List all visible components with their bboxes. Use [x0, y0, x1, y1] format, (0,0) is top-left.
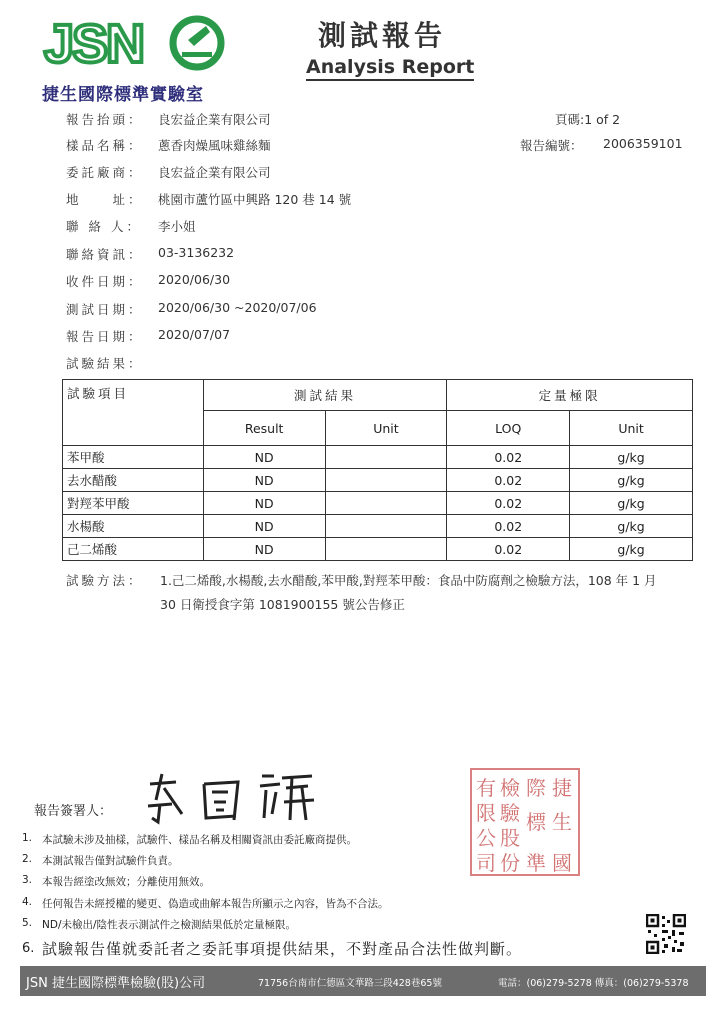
seal-char: 國 — [552, 851, 572, 875]
note-number: 1. — [22, 832, 33, 844]
note-text: ND/未檢出/陰性表示測試件之檢測結果低於定量極限。 — [42, 919, 297, 931]
row-result: ND — [203, 469, 325, 492]
contact-value: 李小姐 — [158, 219, 196, 234]
seal-char: 際 — [526, 776, 546, 800]
sample-value: 蔥香肉燥風味雞絲麵 — [158, 138, 271, 153]
report-number-label: 報告編號： — [520, 138, 583, 153]
note-number: 2. — [22, 853, 33, 865]
client-value: 良宏益企業有限公司 — [158, 165, 271, 180]
seal-char: 準 — [526, 851, 546, 875]
svg-text:JSN: JSN — [44, 14, 144, 74]
seal-char: 司 — [476, 851, 496, 875]
row-loq: 0.02 — [447, 469, 570, 492]
note-text: 任何報告未經授權的變更、偽造或曲解本報告所顯示之內容，皆為不合法。 — [42, 898, 389, 910]
row-unit — [325, 469, 447, 492]
header-value: 良宏益企業有限公司 — [158, 112, 271, 127]
page-number: 頁碼:1 of 2 — [555, 112, 621, 127]
table-row — [63, 446, 693, 469]
row-loq: 0.02 — [447, 515, 570, 538]
col-unit-header: Unit — [325, 411, 447, 446]
row-loq-unit: g/kg — [570, 492, 693, 515]
row-loq-unit: g/kg — [570, 469, 693, 492]
seal-char: 限 — [476, 801, 496, 825]
note-number: 3. — [22, 874, 33, 886]
footer-address: 71756台南市仁德區文華路三段428巷65號 — [258, 978, 442, 989]
company-seal — [470, 768, 580, 876]
col-loq-unit-header: Unit — [570, 411, 693, 446]
note-text: 本測試報告僅對試驗件負責。 — [42, 855, 179, 867]
row-result: ND — [203, 492, 325, 515]
sample-label: 樣品名稱： — [66, 138, 144, 153]
col-limit-group-header: 定量極限 — [447, 380, 693, 411]
col-item-header: 試驗項目 — [63, 380, 204, 446]
results-table — [62, 379, 693, 561]
address-value: 桃園市蘆竹區中興路 120 巷 14 號 — [158, 192, 352, 207]
footer-company: JSN 捷生國際標準檢驗(股)公司 — [26, 976, 206, 991]
table-row — [63, 469, 693, 492]
report-date-value: 2020/07/07 — [158, 327, 231, 342]
test-date-label: 測試日期： — [66, 302, 144, 317]
row-unit — [325, 446, 447, 469]
table-row — [63, 515, 693, 538]
seal-char: 生 — [552, 810, 572, 834]
note-text: 本試驗未涉及抽樣，試驗件、樣品名稱及相關資訊由委託廠商提供。 — [42, 834, 357, 846]
phone-value: 03-3136232 — [158, 245, 235, 260]
table-row — [63, 538, 693, 561]
report-title-en: Analysis Report — [306, 56, 474, 81]
note-text: 本報告經塗改無效；分離使用無效。 — [42, 876, 210, 888]
address-label: 地 址： — [66, 192, 144, 207]
row-result: ND — [203, 515, 325, 538]
row-loq-unit: g/kg — [570, 515, 693, 538]
col-result-group-header: 測試結果 — [203, 380, 447, 411]
row-result: ND — [203, 538, 325, 561]
row-loq-unit: g/kg — [570, 538, 693, 561]
row-loq: 0.02 — [447, 492, 570, 515]
row-loq: 0.02 — [447, 538, 570, 561]
company-logo — [42, 12, 232, 74]
received-label: 收件日期： — [66, 274, 144, 289]
qr-code-icon — [646, 914, 686, 954]
note-number: 5. — [22, 917, 33, 929]
row-unit — [325, 538, 447, 561]
method-line-1: 1.己二烯酸,水楊酸,去水醋酸,苯甲酸,對羥苯甲酸：食品中防腐劑之檢驗方法，108 年 1 月 — [160, 573, 657, 588]
row-loq-unit: g/kg — [570, 446, 693, 469]
row-item: 苯甲酸 — [63, 446, 204, 469]
contact-label: 聯 絡 人： — [66, 219, 142, 234]
seal-char: 檢 — [500, 776, 520, 800]
seal-char: 公 — [476, 826, 496, 850]
header-label: 報告抬頭： — [66, 112, 144, 127]
results-label: 試驗結果： — [66, 356, 144, 371]
row-loq: 0.02 — [447, 446, 570, 469]
report-date-label: 報告日期： — [66, 329, 144, 344]
row-unit — [325, 492, 447, 515]
phone-label: 聯絡資訊： — [66, 247, 144, 262]
received-value: 2020/06/30 — [158, 272, 231, 287]
seal-char: 標 — [526, 810, 546, 834]
client-label: 委託廠商： — [66, 165, 144, 180]
method-line-2: 30 日衛授食字第 1081900155 號公告修正 — [160, 597, 405, 612]
test-date-value: 2020/06/30 ~2020/07/06 — [158, 300, 317, 315]
note-number: 6. — [22, 941, 35, 956]
row-item: 對羥苯甲酸 — [63, 492, 204, 515]
seal-char: 有 — [476, 776, 496, 800]
col-loq-header: LOQ — [447, 411, 570, 446]
lab-name: 捷生國際標準實驗室 — [42, 85, 204, 105]
report-number: 2006359101 — [603, 136, 683, 151]
note-number: 4. — [22, 896, 33, 908]
col-result-header: Result — [203, 411, 325, 446]
footer-contact: 電話：(06)279-5278 傳真：(06)279-5378 — [498, 978, 689, 989]
row-item: 水楊酸 — [63, 515, 204, 538]
footer-bar — [20, 966, 706, 996]
signer-label: 報告簽署人： — [34, 804, 113, 819]
handwritten-signature — [142, 770, 322, 826]
row-unit — [325, 515, 447, 538]
note-text: 試驗報告僅就委託者之委託事項提供結果，不對產品合法性做判斷。 — [42, 940, 523, 958]
seal-char: 捷 — [552, 776, 572, 800]
seal-char: 驗 — [500, 801, 520, 825]
method-label: 試驗方法： — [66, 573, 144, 588]
seal-char: 股 — [500, 826, 520, 850]
table-row — [63, 492, 693, 515]
row-item: 去水醋酸 — [63, 469, 204, 492]
seal-char: 份 — [500, 851, 520, 875]
report-title-zh: 測試報告 — [318, 19, 447, 52]
row-item: 己二烯酸 — [63, 538, 204, 561]
row-result: ND — [203, 446, 325, 469]
